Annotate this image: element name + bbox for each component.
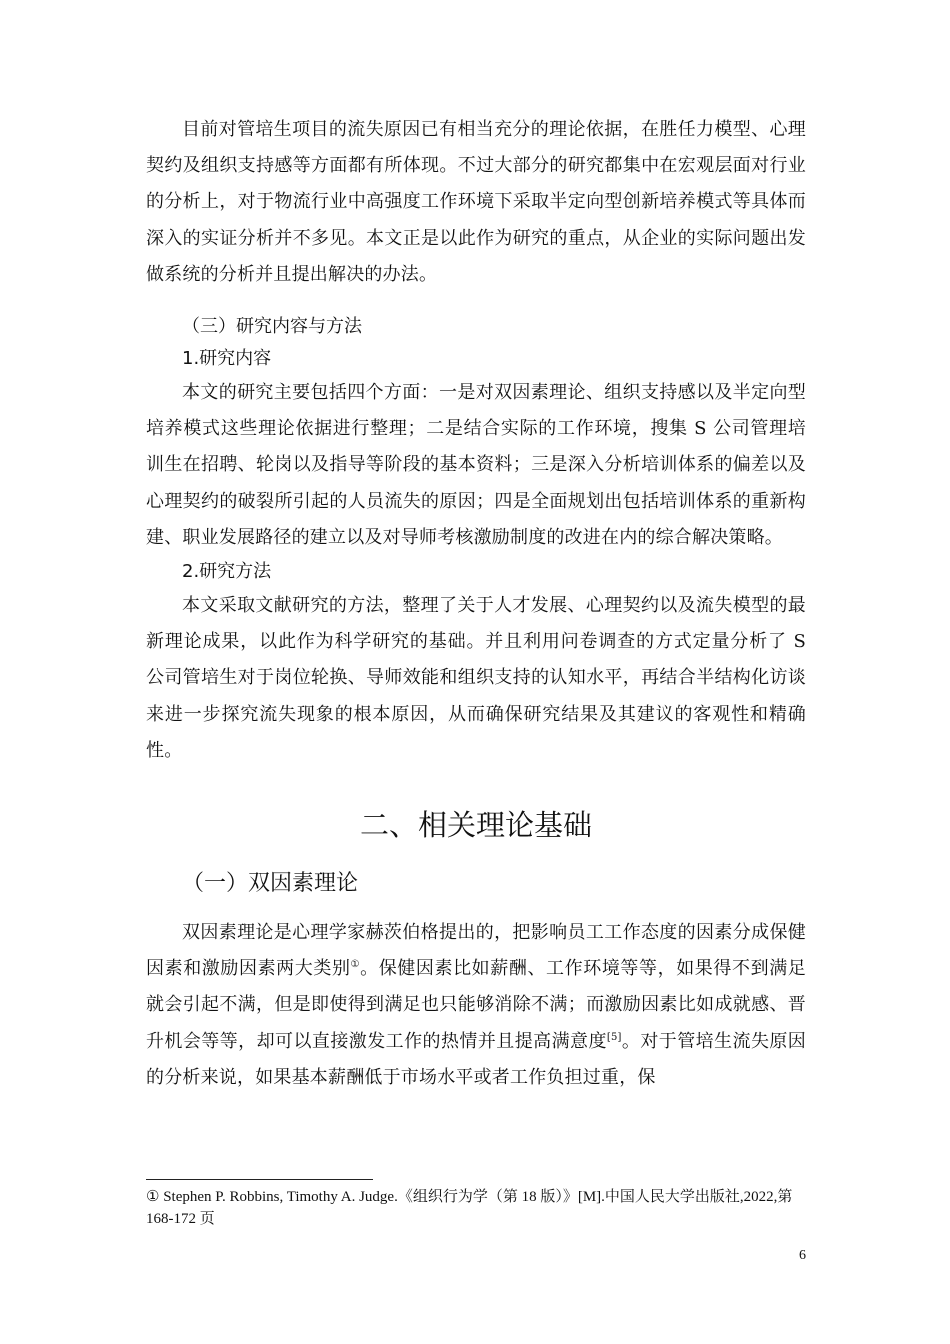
section-heading-two-factor-theory: （一）双因素理论 — [182, 871, 359, 897]
two-factor-theory-paragraph — [146, 915, 806, 1096]
subheading-research-content: 1.研究内容 — [182, 348, 272, 370]
footnote: ① Stephen P. Robbins, Timothy A. Judge.《组织行为学（第 18 版）》[M].中国人民大学出版社,2022,第 168-172 页 — [146, 1189, 793, 1227]
theory-text-part2: 。保健因素比如薪酬、工作环境等等，如果得不到满足就会引起不满，但是即使得到满足也只能够消除不满；而激励因素比如成就感、晋升机会等等，却可以直接激发工作的热情并且提高满意度 — [146, 958, 806, 1052]
theory-text-part1: 双因素理论是心理学家赫茨伯格提出的，把影响员工工作态度的因素分成保健因素和激励因素两大类别 — [146, 922, 806, 980]
section-heading-research-content-method: （三）研究内容与方法 — [182, 316, 362, 338]
research-content-paragraph: 本文的研究主要包括四个方面：一是对双因素理论、组织支持感以及半定向型培养模式这些理论依据进行整理；二是结合实际的工作环境，搜集 S 公司管理培训生在招聘、轮岗以及指导等阶段的基本资料；三是深入分析培训体系的偏差以及心理契约的破裂所引起的人员流失的原因；四是全面规划出包括培训体系的重新构建、职业发展路径的建立以及对导师考核激励制度的改进在内的综合解决策略。 — [146, 382, 806, 548]
page-content — [146, 112, 806, 1096]
citation-reference[interactable]: [5] — [606, 1031, 622, 1043]
page-number: 6 — [799, 1248, 806, 1263]
theory-text-part3: 。对于管培生流失原因的分析来说，如果基本薪酬低于市场水平或者工作负担过重，保 — [146, 1030, 807, 1088]
footnote-separator — [146, 1179, 373, 1180]
intro-paragraph: 目前对管培生项目的流失原因已有相当充分的理论依据，在胜任力模型、心理契约及组织支持感等方面都有所体现。不过大部分的研究都集中在宏观层面对行业的分析上，对于物流行业中高强度工作环境下采取半定向型创新培养模式等具体而深入的实证分析并不多见。本文正是以此作为研究的重点，从企业的实际问题出发做系统的分析并且提出解决的办法。 — [146, 119, 806, 285]
footnote-reference[interactable]: ① — [350, 959, 361, 971]
research-method-paragraph: 本文采取文献研究的方法，整理了关于人才发展、心理契约以及流失模型的最新理论成果，以此作为科学研究的基础。并且利用问卷调查的方式定量分析了 S 公司管培生对于岗位轮换、导师效能和组织支持的认知水平，再结合半结构化访谈来进一步探究流失现象的根本原因，从而确保研究结果及其建议的客观性和精确性。 — [146, 595, 806, 761]
subheading-research-method: 2.研究方法 — [182, 561, 272, 583]
chapter-title: 二、相关理论基础 — [359, 808, 592, 843]
